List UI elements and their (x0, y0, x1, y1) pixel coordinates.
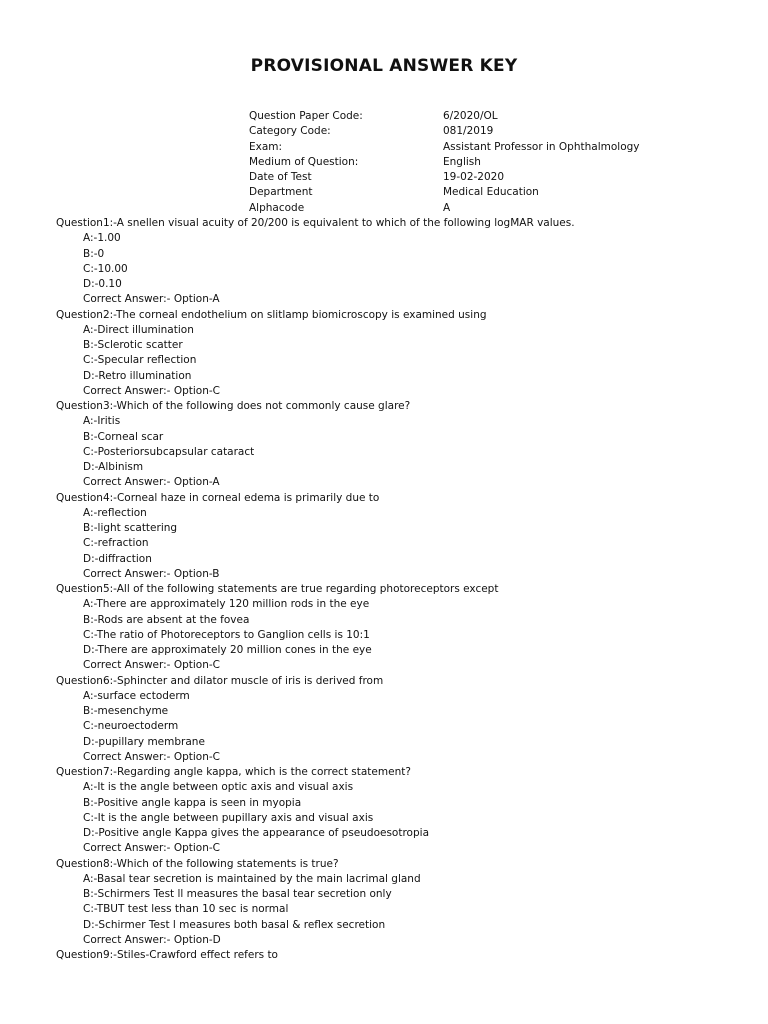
exam-detail-row (249, 140, 689, 155)
question-block (56, 216, 736, 308)
answer-option: C:-The ratio of Photoreceptors to Ganglion cells is 10:1 (83, 628, 370, 641)
answer-option: D:-Schirmer Test l measures both basal & reflex secretion (83, 918, 386, 931)
correct-answer: Correct Answer:- Option-A (83, 476, 220, 489)
answer-option: A:-Basal tear secretion is maintained by the main lacrimal gland (83, 872, 421, 885)
answer-option: D:-There are approximately 20 million cones in the eye (83, 644, 372, 656)
answer-option: D:-pupillary membrane (83, 735, 205, 748)
question-text: Question6:-Sphincter and dilator muscle of iris is derived from (56, 674, 384, 687)
question-block (56, 491, 736, 583)
question-text: Question7:-Regarding angle kappa, which is the correct statement? (56, 766, 411, 778)
exam-detail-label: Department (249, 186, 313, 199)
correct-answer: Correct Answer:- Option-C (83, 750, 220, 763)
exam-details-table (249, 109, 689, 216)
question-list (56, 216, 736, 963)
question-block (56, 582, 736, 674)
exam-detail-row (249, 124, 689, 139)
answer-option: A:-Iritis (83, 415, 121, 428)
answer-option: A:-Direct illumination (83, 323, 194, 336)
answer-option: C:-Posteriorsubcapsular cataract (83, 445, 255, 458)
exam-detail-value: 19-02-2020 (443, 171, 505, 184)
question-block (56, 399, 736, 491)
question-text: Question8:-Which of the following statements is true? (56, 857, 339, 870)
correct-answer: Correct Answer:- Option-D (83, 933, 221, 946)
question-block (56, 857, 736, 949)
page-title: PROVISIONAL ANSWER KEY (250, 56, 518, 76)
answer-option: B:-Corneal scar (83, 430, 164, 443)
answer-option: B:-light scattering (83, 522, 178, 534)
exam-detail-label: Alphacode (249, 201, 305, 214)
exam-detail-value: English (443, 155, 481, 168)
answer-option: C:-TBUT test less than 10 sec is normal (83, 903, 289, 916)
exam-detail-row (249, 201, 689, 216)
exam-detail-label: Medium of Question: (249, 155, 359, 168)
answer-option: D:-diffraction (83, 552, 152, 565)
answer-option: C:-refraction (83, 537, 149, 550)
exam-detail-row (249, 170, 689, 185)
answer-option: C:-neuroectoderm (83, 720, 179, 733)
exam-detail-row (249, 185, 689, 200)
question-text: Question2:-The corneal endothelium on slitlamp biomicroscopy is examined using (56, 308, 487, 321)
question-text: Question5:-All of the following statements are true regarding photoreceptors except (56, 583, 499, 595)
question-text: Question1:-A snellen visual acuity of 20/200 is equivalent to which of the following logMAR values. (56, 217, 575, 229)
answer-option: A:-It is the angle between optic axis and visual axis (83, 781, 354, 794)
question-block (56, 765, 736, 857)
exam-detail-label: Date of Test (249, 171, 312, 184)
exam-detail-value: 081/2019 (443, 125, 494, 138)
question-block (56, 948, 736, 963)
answer-option: B:-Sclerotic scatter (83, 339, 183, 351)
answer-option: C:-It is the angle between pupillary axis and visual axis (83, 811, 374, 824)
answer-option: D:-Albinism (83, 461, 144, 473)
correct-answer: Correct Answer:- Option-A (83, 293, 220, 306)
exam-detail-value: A (443, 201, 451, 214)
answer-option: C:-Specular reflection (83, 354, 197, 367)
answer-option: A:-surface ectoderm (83, 689, 190, 702)
question-block (56, 674, 736, 766)
question-text: Question3:-Which of the following does not commonly cause glare? (56, 400, 411, 412)
exam-detail-row (249, 109, 689, 124)
question-text: Question9:-Stiles-Crawford effect refers to (56, 949, 278, 961)
answer-option: B:-Schirmers Test ll measures the basal tear secretion only (83, 888, 392, 900)
answer-option: A:-reflection (83, 506, 147, 519)
exam-detail-label: Category Code: (249, 125, 331, 138)
answer-option: D:-Retro illumination (83, 369, 192, 382)
correct-answer: Correct Answer:- Option-C (83, 384, 220, 397)
correct-answer: Correct Answer:- Option-C (83, 842, 220, 855)
answer-option: A:-There are approximately 120 million rods in the eye (83, 598, 370, 611)
correct-answer: Correct Answer:- Option-B (83, 567, 220, 580)
answer-option: B:-Rods are absent at the fovea (83, 613, 250, 626)
exam-detail-row (249, 155, 689, 170)
exam-detail-label: Question Paper Code: (249, 110, 363, 122)
exam-detail-value: Assistant Professor in Ophthalmology (443, 140, 640, 153)
answer-option: B:-0 (83, 247, 105, 260)
exam-detail-value: Medical Education (443, 186, 539, 199)
answer-option: D:-Positive angle Kappa gives the appearance of pseudoesotropia (83, 827, 429, 839)
exam-detail-value: 6/2020/OL (443, 110, 498, 122)
answer-option: C:-10.00 (83, 262, 128, 275)
answer-option: D:-0.10 (83, 278, 122, 290)
answer-option: A:-1.00 (83, 232, 121, 245)
question-block (56, 308, 736, 400)
question-text: Question4:-Corneal haze in corneal edema is primarily due to (56, 491, 380, 504)
exam-detail-label: Exam: (249, 140, 283, 153)
answer-option: B:-Positive angle kappa is seen in myopia (83, 796, 302, 809)
correct-answer: Correct Answer:- Option-C (83, 659, 220, 672)
answer-option: B:-mesenchyme (83, 705, 169, 717)
